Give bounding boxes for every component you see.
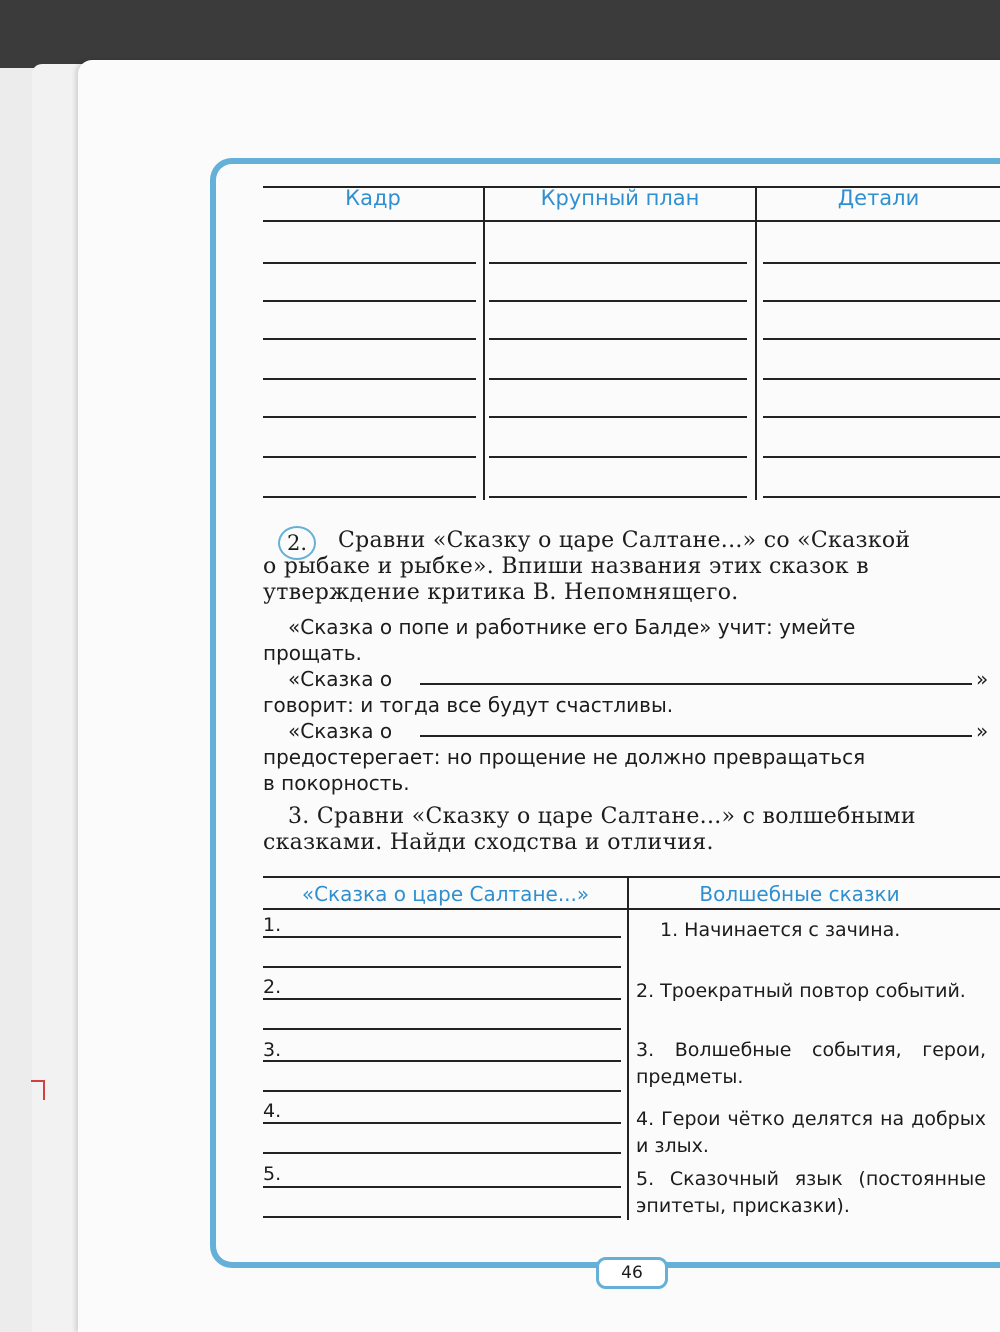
writing-line[interactable] [263,496,476,498]
writing-line[interactable] [263,416,476,418]
magic-tale-feature: 2. Троекратный повтор событий. [636,980,966,1002]
writing-line[interactable] [489,378,747,380]
magic-tale-feature: 5. Сказочный язык (постоянные эпитеты, присказки). [636,1168,986,1217]
writing-line[interactable] [489,262,747,264]
writing-line[interactable] [489,416,747,418]
quote-close: » [976,719,989,743]
writing-line[interactable] [763,262,1000,264]
task2-intro-line: о рыбаке и рыбке». Впиши названия этих сказок в [263,554,869,579]
answer-blank[interactable] [420,683,972,685]
task-number-badge: 2. [278,526,316,560]
magic-tale-feature: 1. Начинается с зачина. [660,919,901,941]
row-number: 4. [263,1100,282,1122]
writing-line[interactable] [489,456,747,458]
writing-line[interactable] [763,456,1000,458]
writing-line[interactable] [263,300,476,302]
column-header-frame: Кадр [345,186,401,210]
writing-line[interactable] [489,300,747,302]
writing-line[interactable] [263,1122,621,1124]
quote-close: » [976,667,989,691]
quote-line: прощать. [263,641,362,665]
writing-line[interactable] [263,262,476,264]
writing-line[interactable] [763,496,1000,498]
writing-line[interactable] [263,966,621,968]
writing-line[interactable] [763,338,1000,340]
writing-line[interactable] [263,1028,621,1030]
row-number: 1. [263,914,282,936]
writing-line[interactable] [263,378,476,380]
row-number: 3. [263,1039,282,1061]
writing-line[interactable] [263,1090,621,1092]
quote-line: в покорность. [263,771,410,795]
writing-line[interactable] [489,338,747,340]
writing-line[interactable] [263,1060,621,1062]
writing-line[interactable] [263,1186,621,1188]
quote-line: говорит: и тогда все будут счастливы. [263,693,674,717]
magic-tale-feature: 3. Волшебные события, герои, предметы. [636,1039,986,1088]
writing-line[interactable] [763,300,1000,302]
column-header-details: Детали [837,186,920,210]
quote-line: «Сказка о [288,719,393,743]
answer-blank[interactable] [420,735,972,737]
writing-line[interactable] [263,998,621,1000]
writing-line[interactable] [763,416,1000,418]
column-header-saltan: «Сказка о царе Салтане...» [301,882,590,906]
writing-line[interactable] [263,1216,621,1218]
quote-line: «Сказка о попе и работнике его Балде» учит: умейте [288,615,856,639]
writing-line[interactable] [263,936,621,938]
writing-line[interactable] [263,1152,621,1154]
quote-line: предостерегает: но прощение не должно превращаться [263,745,866,769]
task2-intro-line: утверждение критика В. Непомнящего. [263,580,739,605]
column-header-close-up: Крупный план [540,186,700,210]
red-pen-mark [31,1080,45,1100]
writing-line[interactable] [263,338,476,340]
writing-line[interactable] [763,378,1000,380]
writing-line[interactable] [263,456,476,458]
row-number: 2. [263,976,282,998]
magic-tale-feature: 4. Герои чётко делятся на добрых и злых. [636,1108,986,1157]
task3-intro-line: 3. Сравни «Сказку о царе Салтане...» с волшебными [288,804,916,829]
row-number: 5. [263,1163,282,1185]
column-header-magic-tales: Волшебные сказки [699,882,900,906]
writing-line[interactable] [489,496,747,498]
task2-intro-line: Сравни «Сказку о царе Салтане...» со «Сказкой [338,528,911,553]
quote-line: «Сказка о [288,667,393,691]
page-number: 46 [596,1257,668,1289]
task3-intro-line: сказками. Найди сходства и отличия. [263,830,714,855]
